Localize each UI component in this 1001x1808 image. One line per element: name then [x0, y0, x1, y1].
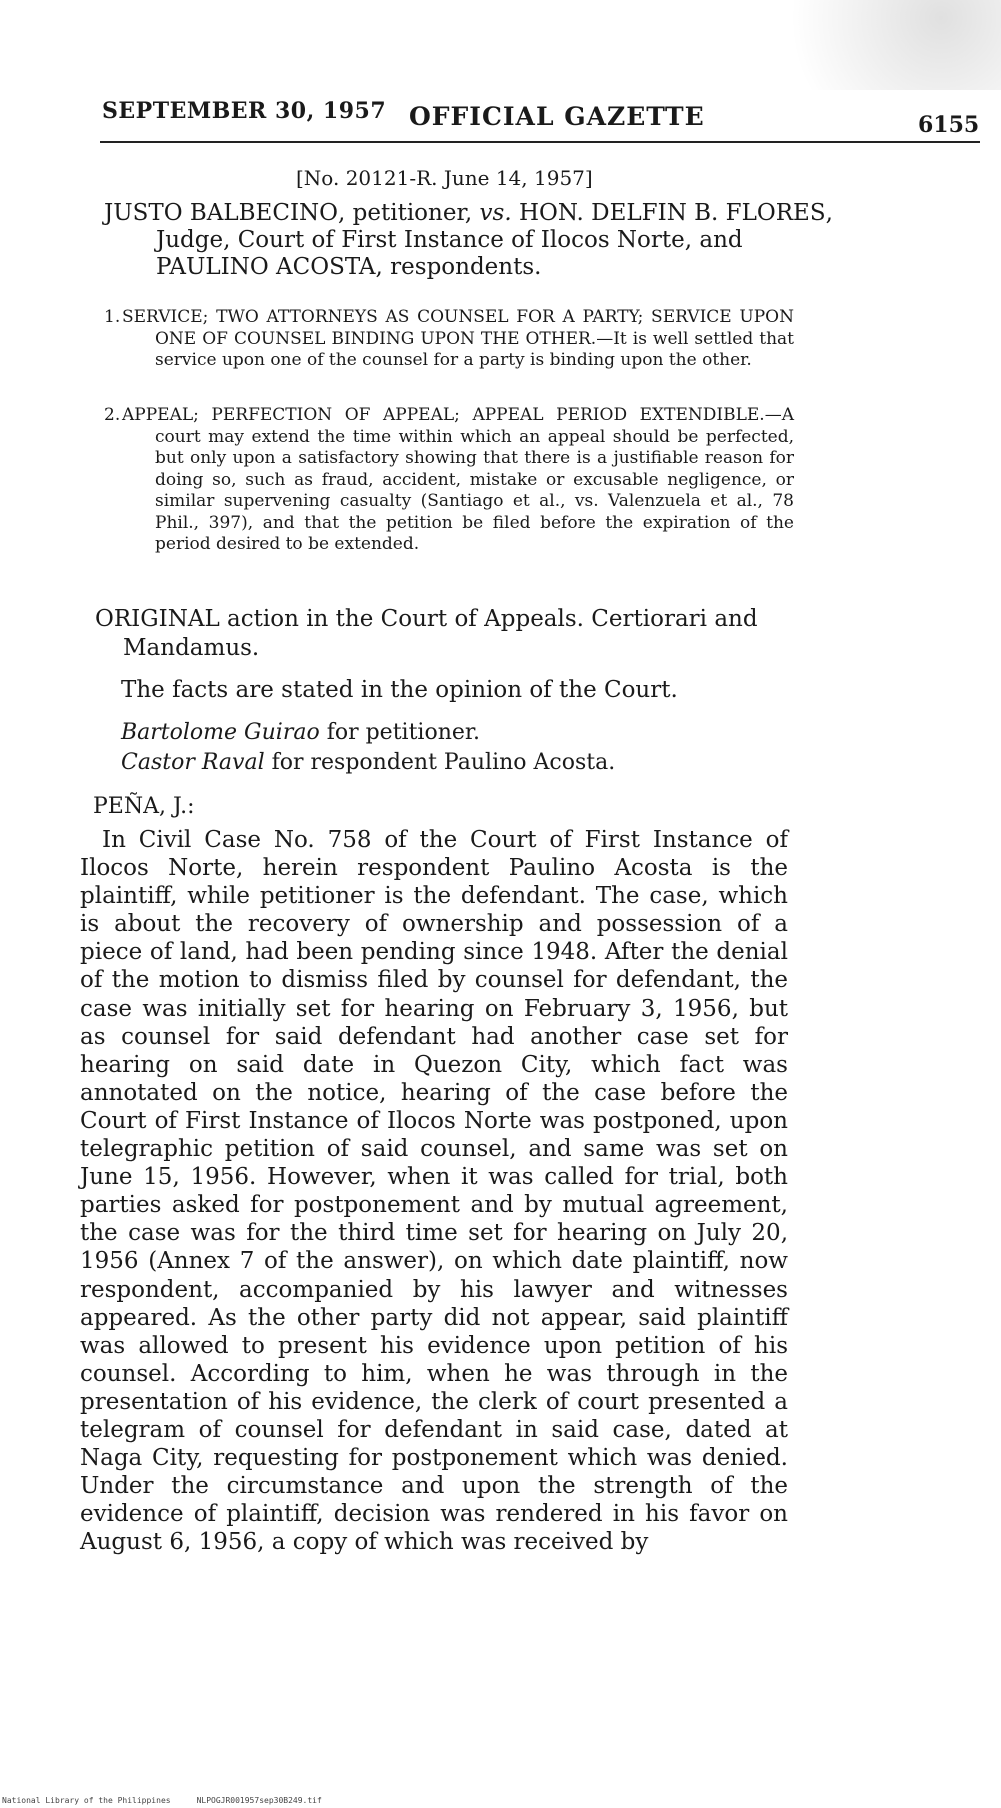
case-parties: [104, 200, 833, 281]
syllabus-body: —A court may extend the time within which an appeal should be perfected, but only upon a satisfactory showing that there is a justifiable reason for doing so, such as fraud, accident, mistake or excusable negligence, or similar supervening casualty (Santiago et al., vs. Valenzuela et al., 78 Phil., 397), and that the petition be filed before the expiration of the period desired to be extended.: [155, 405, 794, 554]
scan-footer: [2, 1796, 322, 1805]
petitioner-name: JUSTO BALBECINO: [104, 200, 339, 226]
counsel-respondent: [121, 750, 615, 775]
syllabus-text: [122, 405, 794, 556]
syllabus-heading: SERVICE; TWO ATTORNEYS AS COUNSEL FOR A PARTY; SERVICE UPON ONE OF COUNSEL BINDING UPON THE OTHER.: [122, 307, 794, 349]
parties-line-2: Judge, Court of First Instance of Ilocos Norte, and: [156, 227, 743, 253]
versus: vs.: [479, 200, 512, 226]
syllabus-item: [104, 405, 794, 556]
counsel-petitioner: [121, 720, 480, 745]
case-number: [No. 20121-R. June 14, 1957]: [296, 166, 593, 190]
syllabus-heading: APPEAL; PERFECTION OF APPEAL; APPEAL PERIOD EXTENDIBLE.: [122, 405, 765, 425]
header-rule: [100, 141, 980, 143]
opinion-text: In Civil Case No. 758 of the Court of First Instance of Ilocos Norte, herein respondent Paulino Acosta is the plaintiff, while petitioner is the defendant. The case, which is about the recovery of ownership and possession of a piece of land, had been pending since 1948. After the denial of the motion to dismiss filed by counsel for defendant, the case was initially set for hearing on February 3, 1956, but as counsel for said defendant had another case set for hearing on said date in Quezon City, which fact was annotated on the notice, hearing of the case before the Court of First Instance of Ilocos Norte was postponed, upon telegraphic petition of said counsel, and same was set on June 15, 1956. However, when it was called for trial, both parties asked for postponement and by mutual agreement, the case was for the third time set for hearing on July 20, 1956 (Annex 7 of the answer), on which date plaintiff, now respondent, accompanied by his lawyer and witnesses appeared. As the other party did not appear, said plaintiff was allowed to present his evidence upon petition of his counsel. According to him, when he was through in the presentation of his evidence, the clerk of court presented a telegram of counsel for defendant in said case, dated at Naga City, requesting for postponement which was denied. Under the circumstance and upon the strength of the evidence of plaintiff, decision was rendered in his favor on August 6, 1956, a copy of which was received by: [80, 827, 788, 1556]
petitioner-role: , petitioner,: [338, 200, 480, 226]
syllabus-text: [122, 307, 794, 372]
counsel-role: for respondent Paulino Acosta.: [264, 750, 616, 775]
footer-file: NLPOGJR001957sep30B249.tif: [196, 1796, 322, 1805]
original-action: ORIGINAL action in the Court of Appeals. Certiorari and Mandamus.: [95, 606, 758, 661]
parties-line-1: JUSTO BALBECINO, petitioner, vs. HON. DELFIN B. FLORES,: [104, 200, 833, 226]
counsel-name: Castor Raval: [121, 750, 265, 775]
respondent-name: HON. DELFIN B. FLORES: [518, 200, 826, 226]
header-date: SEPTEMBER 30, 1957: [102, 98, 387, 124]
respondent2-role: , respondents.: [375, 254, 542, 280]
header-title: OFFICIAL GAZETTE: [409, 102, 705, 131]
counsel-role: for petitioner.: [319, 720, 480, 745]
syllabus-number: 2.: [104, 405, 121, 425]
page-number: 6155: [918, 112, 980, 138]
syllabus-body: —It is well settled that service upon one of the counsel for a party is binding upon the other.: [155, 328, 794, 370]
respondent2-name: PAULINO ACOSTA: [156, 254, 376, 280]
footer-source: National Library of the Philippines: [2, 1796, 171, 1805]
syllabus-number: 1.: [104, 307, 121, 327]
counsel-name: Bartolome Guirao: [121, 720, 320, 745]
facts-statement: The facts are stated in the opinion of the Court.: [121, 677, 678, 703]
parties-line-3: [104, 254, 804, 281]
scan-noise: [701, 0, 1001, 90]
ponente: PEÑA, J.:: [93, 794, 195, 819]
syllabus-item: [104, 307, 794, 372]
